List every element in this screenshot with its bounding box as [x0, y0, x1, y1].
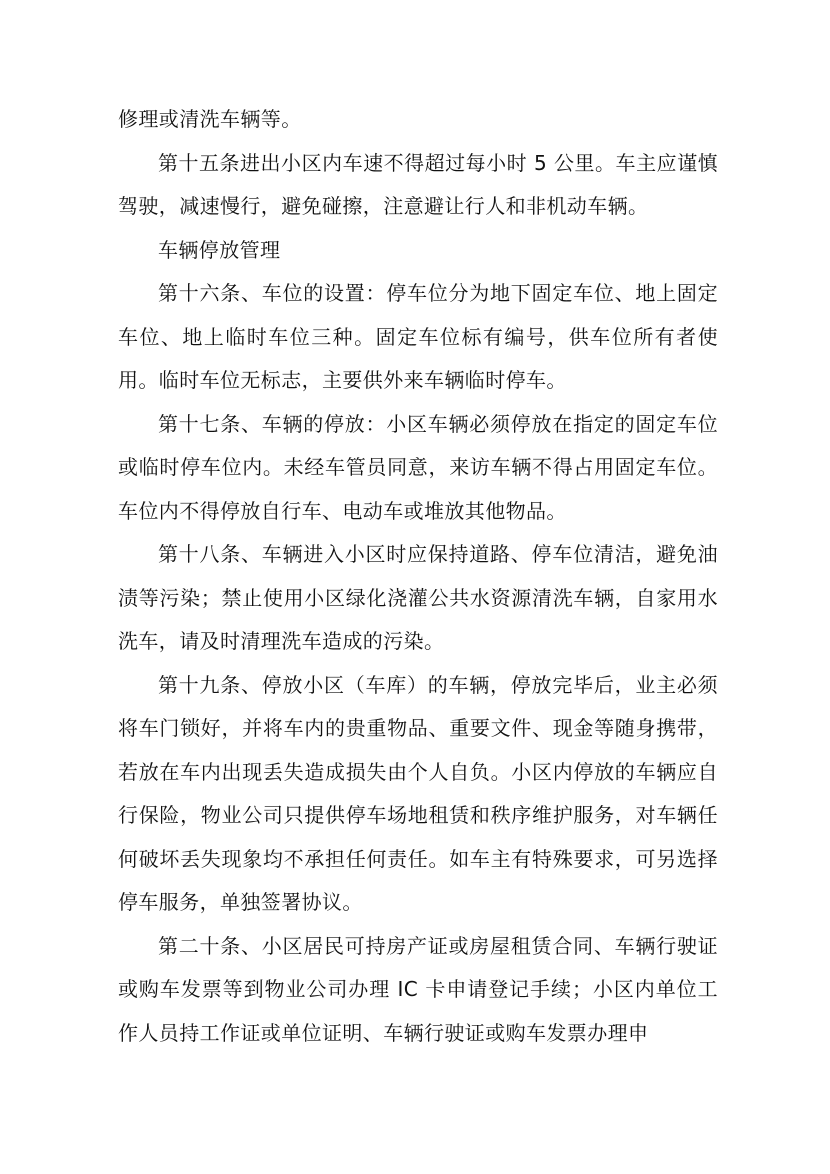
- section-heading: 车辆停放管理: [158, 237, 281, 262]
- paragraph-article-20: 第二十条、小区居民可持房产证或房屋租赁合同、车辆行驶证或购车发票等到物业公司办理 IC 卡申请登记手续；小区内单位工作人员持工作证或单位证明、车辆行驶证或购车发票办理申: [118, 933, 718, 1045]
- document-body: [118, 98, 718, 1055]
- paragraph-continuation: 修理或清洗车辆等。: [118, 107, 302, 131]
- paragraph-article-18: 第十八条、车辆进入小区时应保持道路、停车位清洁，避免油渍等污染；禁止使用小区绿化浇灌公共水资源清洗车辆，自家用水洗车，请及时清理洗车造成的污染。: [118, 542, 718, 653]
- paragraph-article-17: 第十七条、车辆的停放：小区车辆必须停放在指定的固定车位或临时停车位内。未经车管员同意，来访车辆不得占用固定车位。车位内不得停放自行车、电动车或堆放其他物品。: [118, 411, 718, 523]
- paragraph-article-16: 第十六条、车位的设置：停车位分为地下固定车位、地上固定车位、地上临时车位三种。固定车位标有编号，供车位所有者使用。临时车位无标志，主要供外来车辆临时停车。: [118, 281, 718, 392]
- paragraph-article-15: 第十五条进出小区内车速不得超过每小时 5 公里。车主应谨慎驾驶，减速慢行，避免碰擦，注意避让行人和非机动车辆。: [118, 150, 718, 218]
- paragraph-article-19: 第十九条、停放小区（车库）的车辆，停放完毕后，业主必须将车门锁好，并将车内的贵重物品、重要文件、现金等随身携带，若放在车内出现丢失造成损失由个人自负。小区内停放的车辆应自行保险，物业公司只提供停车场地租赁和秩序维护服务，对车辆任何破坏丢失现象均不承担任何责任。如车主有特殊要求，可另选择停车服务，单独签署协议。: [118, 672, 718, 914]
